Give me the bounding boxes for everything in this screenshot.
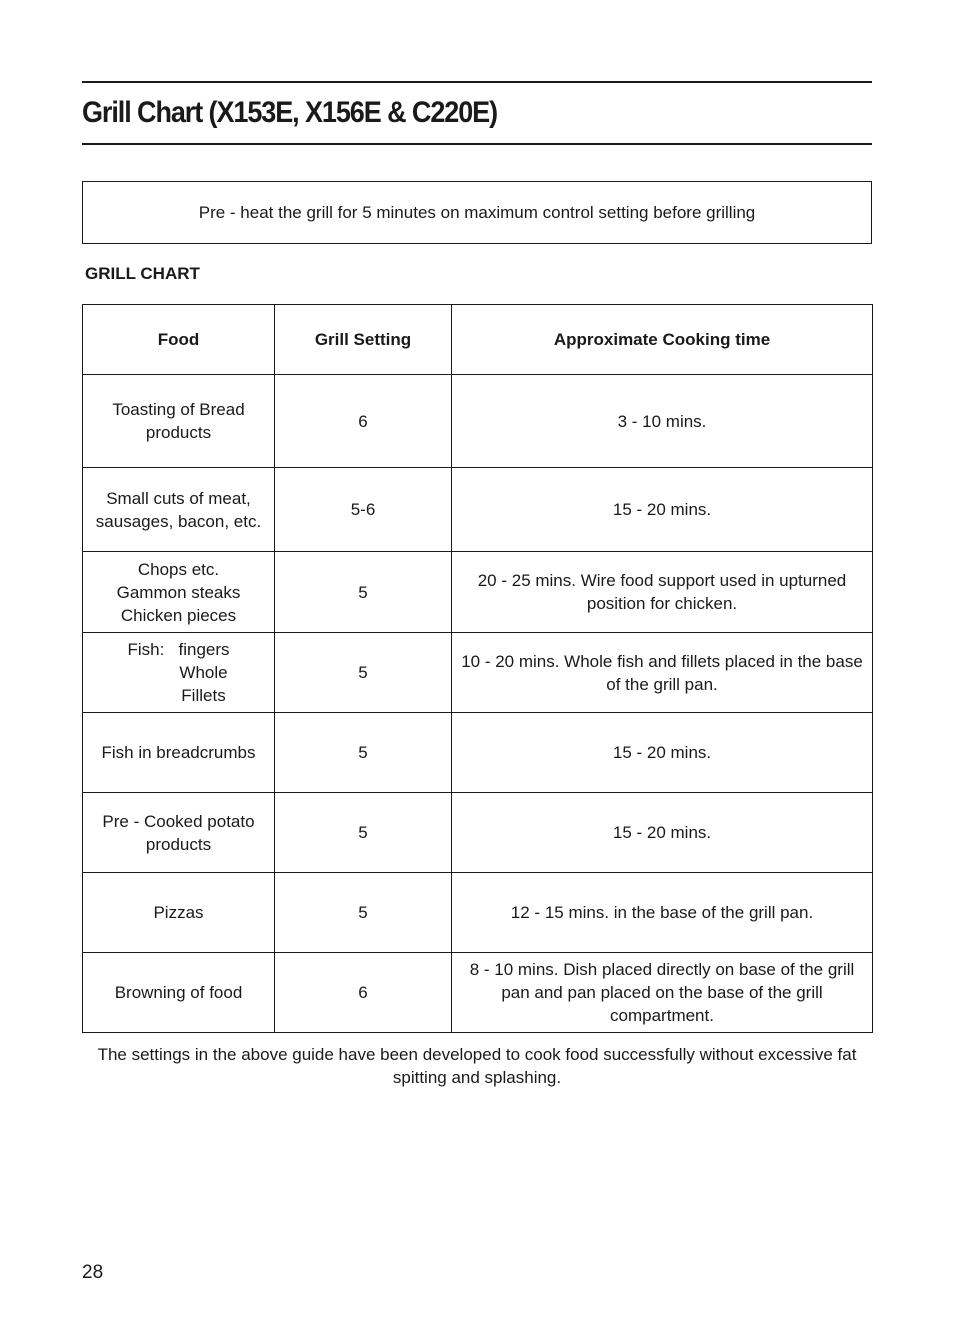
top-rule: [82, 81, 872, 83]
time-cell: 8 - 10 mins. Dish placed directly on base of the grill pan and pan placed on the base of the grill compartment.: [452, 953, 873, 1033]
food-cell: Fish in breadcrumbs: [83, 713, 275, 793]
food-item: fingers: [178, 640, 230, 659]
food-label: Fish:: [127, 640, 165, 659]
header-grill-setting: Grill Setting: [275, 305, 452, 375]
table-row: [83, 793, 873, 873]
header-food: Food: [83, 305, 275, 375]
setting-cell: 5: [275, 793, 452, 873]
time-cell: 12 - 15 mins. in the base of the grill pan.: [452, 873, 873, 953]
food-cell: Pizzas: [83, 873, 275, 953]
time-cell: 15 - 20 mins.: [452, 713, 873, 793]
time-cell: 15 - 20 mins.: [452, 793, 873, 873]
food-line: Chicken pieces: [120, 605, 237, 625]
setting-cell: 5: [275, 873, 452, 953]
table-header-row: [83, 305, 873, 375]
section-label: GRILL CHART: [85, 264, 200, 283]
setting-cell: 5: [275, 633, 452, 713]
food-cell: Browning of food: [83, 953, 275, 1033]
preheat-notice: [82, 181, 872, 244]
time-cell: 15 - 20 mins.: [452, 468, 873, 552]
table-row: [83, 953, 873, 1033]
page-title: Grill Chart (X153E, X156E & C220E): [82, 96, 497, 129]
food-cell: Toasting of Bread products: [83, 375, 275, 468]
food-item: Whole: [179, 663, 228, 682]
setting-cell: 5: [275, 552, 452, 633]
food-cell: Pre - Cooked potato products: [83, 793, 275, 873]
food-line: Chops etc.: [137, 559, 220, 579]
table-row: [83, 873, 873, 953]
food-cell: [83, 633, 275, 713]
footer-note: The settings in the above guide have been developed to cook food successfully without excessive fat spitting and splashing.: [97, 1045, 857, 1087]
table-row: [83, 468, 873, 552]
food-cell: [83, 552, 275, 633]
setting-cell: 6: [275, 953, 452, 1033]
preheat-notice-text: Pre - heat the grill for 5 minutes on maximum control setting before grilling: [198, 202, 756, 222]
title-underline: [82, 143, 872, 145]
header-cooking-time: Approximate Cooking time: [452, 305, 873, 375]
time-cell: 20 - 25 mins. Wire food support used in upturned position for chicken.: [452, 552, 873, 633]
setting-cell: 5-6: [275, 468, 452, 552]
grill-chart-table: [82, 304, 873, 1033]
food-item: Fillets: [181, 686, 226, 705]
food-line: Gammon steaks: [116, 582, 241, 602]
table-row: [83, 633, 873, 713]
page-number: 28: [82, 1262, 104, 1283]
food-cell: Small cuts of meat, sausages, bacon, etc.: [83, 468, 275, 552]
setting-cell: 6: [275, 375, 452, 468]
setting-cell: 5: [275, 713, 452, 793]
table-row: [83, 552, 873, 633]
time-cell: 3 - 10 mins.: [452, 375, 873, 468]
time-cell: 10 - 20 mins. Whole fish and fillets placed in the base of the grill pan.: [452, 633, 873, 713]
table-row: [83, 713, 873, 793]
table-row: [83, 375, 873, 468]
